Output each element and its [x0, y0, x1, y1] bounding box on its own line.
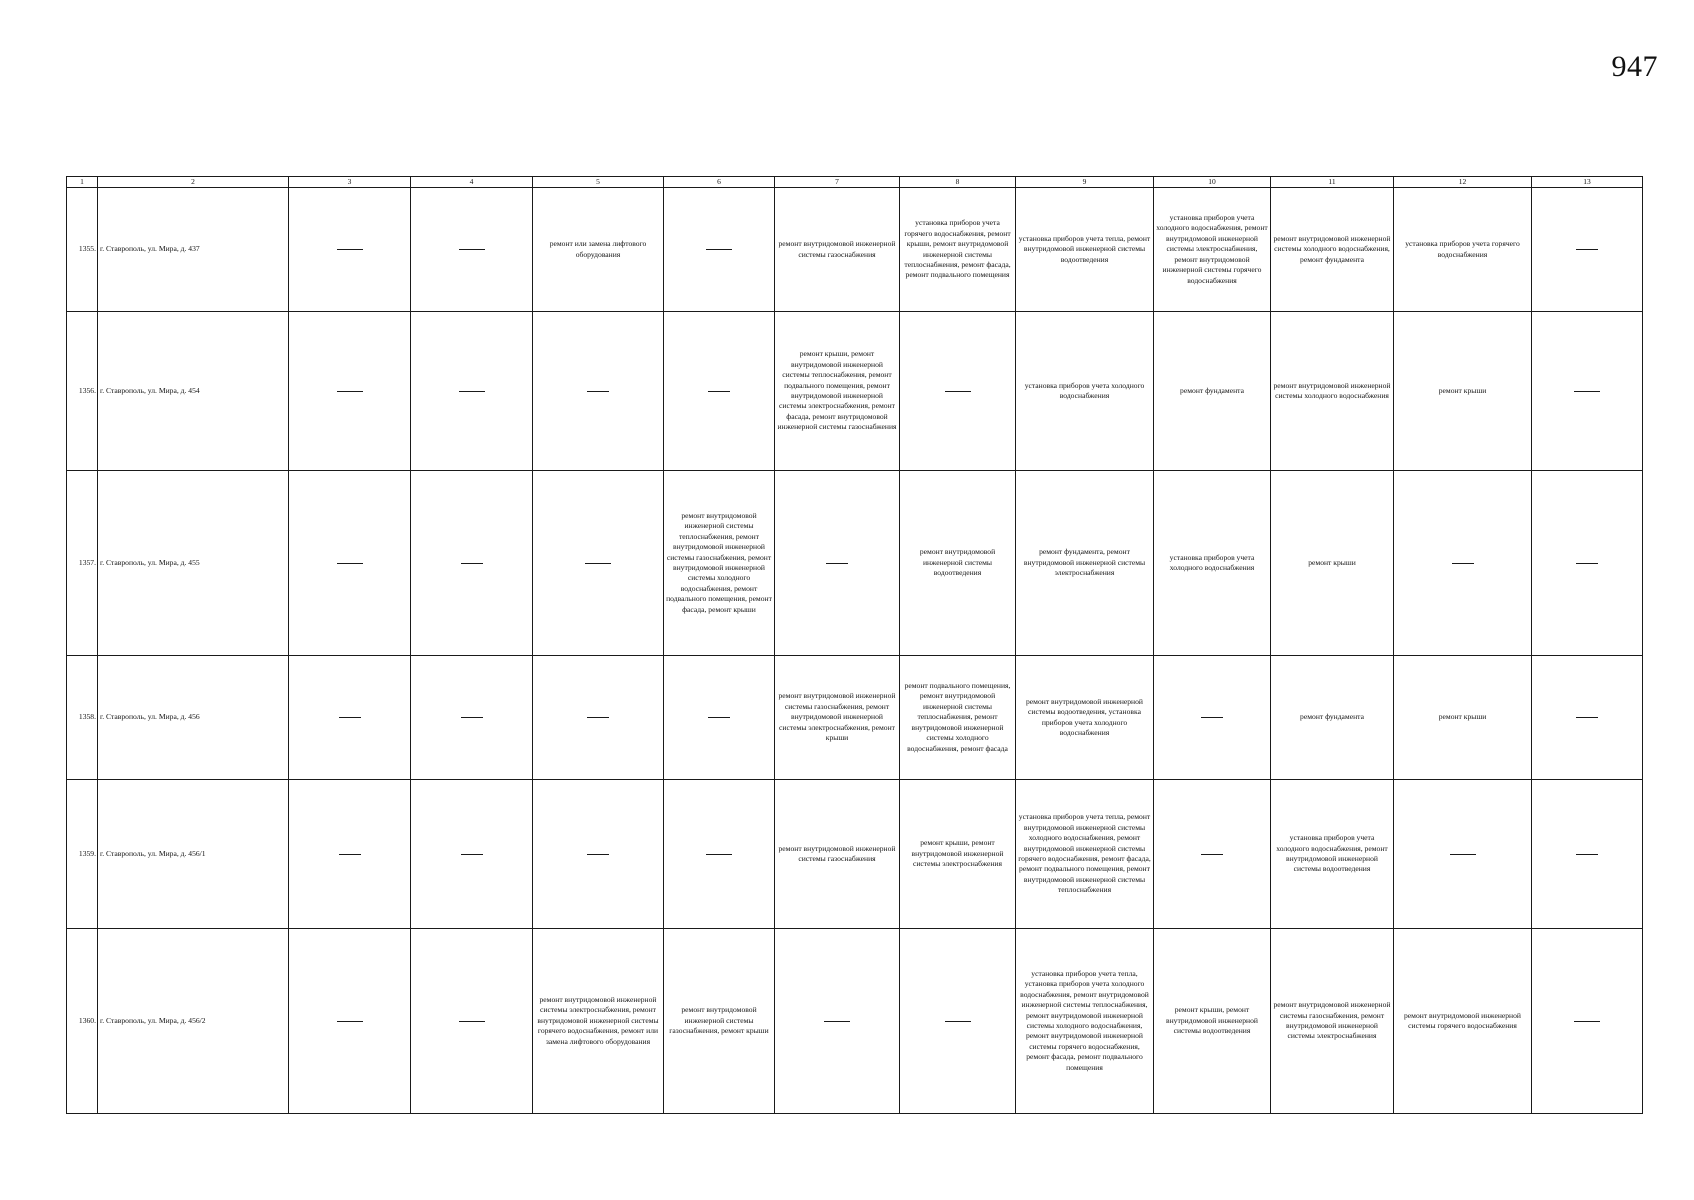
address-cell: г. Ставрополь, ул. Мира, д. 456/1	[98, 780, 289, 929]
work-cell-7	[775, 471, 900, 656]
dash-mark	[337, 1021, 363, 1022]
header-row	[67, 177, 1643, 188]
work-cell-8: ремонт подвального помещения, ремонт внутридомовой инженерной системы теплоснабжения, ремонт внутридомовой инженерной системы холодного водоснабжения, ремонт фасада	[900, 656, 1016, 780]
work-cell-4	[411, 929, 533, 1114]
work-cell-3	[289, 188, 411, 312]
work-cell-6	[664, 780, 775, 929]
row-number-cell: 1359.	[67, 780, 98, 929]
dash-mark	[1576, 249, 1598, 250]
work-cell-10	[1154, 656, 1271, 780]
dash-mark	[824, 1021, 850, 1022]
dash-mark	[945, 1021, 971, 1022]
work-cell-5	[533, 312, 664, 471]
dash-mark	[826, 563, 848, 564]
dash-mark	[461, 563, 483, 564]
address-cell: г. Ставрополь, ул. Мира, д. 456/2	[98, 929, 289, 1114]
header-cell: 5	[533, 177, 664, 188]
table-row	[67, 312, 1643, 471]
work-cell-3	[289, 780, 411, 929]
dash-mark	[587, 717, 609, 718]
work-cell-10	[1154, 780, 1271, 929]
work-cell-7: ремонт внутридомовой инженерной системы газоснабжения	[775, 188, 900, 312]
work-cell-9: ремонт внутридомовой инженерной системы водоотведения, установка приборов учета холодного водоснабжения	[1016, 656, 1154, 780]
header-cell: 2	[98, 177, 289, 188]
work-cell-10: ремонт крыши, ремонт внутридомовой инженерной системы водоотведения	[1154, 929, 1271, 1114]
work-cell-9: установка приборов учета тепла, ремонт внутридомовой инженерной системы водоотведения	[1016, 188, 1154, 312]
address-cell: г. Ставрополь, ул. Мира, д. 456	[98, 656, 289, 780]
table-row	[67, 471, 1643, 656]
dash-mark	[1576, 717, 1598, 718]
dash-mark	[1574, 391, 1600, 392]
work-cell-4	[411, 188, 533, 312]
row-number-cell: 1355.	[67, 188, 98, 312]
work-cell-13	[1532, 929, 1643, 1114]
work-cell-10: установка приборов учета холодного водоснабжения	[1154, 471, 1271, 656]
work-cell-5	[533, 780, 664, 929]
work-cell-11: установка приборов учета холодного водоснабжения, ремонт внутридомовой инженерной системы водоотведения	[1271, 780, 1394, 929]
work-cell-8	[900, 929, 1016, 1114]
dash-mark	[461, 717, 483, 718]
dash-mark	[1201, 854, 1223, 855]
work-cell-13	[1532, 780, 1643, 929]
address-cell: г. Ставрополь, ул. Мира, д. 437	[98, 188, 289, 312]
dash-mark	[339, 717, 361, 718]
work-cell-9: установка приборов учета холодного водоснабжения	[1016, 312, 1154, 471]
row-number-cell: 1356.	[67, 312, 98, 471]
work-cell-6: ремонт внутридомовой инженерной системы теплоснабжения, ремонт внутридомовой инженерной системы газоснабжения, ремонт внутридомовой инженерной системы холодного водоснабжения, ремонт подвального помещения, ремонт фасада, ремонт крыши	[664, 471, 775, 656]
work-cell-9: установка приборов учета тепла, установка приборов учета холодного водоснабжения, ремонт внутридомовой инженерной системы теплоснабжения, ремонт внутридомовой инженерной системы холодного водоснабжения, ремонт внутридомовой инженерной системы горячего водоснабжения, ремонт фасада, ремонт подвального помещения	[1016, 929, 1154, 1114]
work-cell-4	[411, 656, 533, 780]
work-cell-7	[775, 929, 900, 1114]
work-cell-5: ремонт внутридомовой инженерной системы электроснабжения, ремонт внутридомовой инженерной системы горячего водоснабжения, ремонт или замена лифтового оборудования	[533, 929, 664, 1114]
work-cell-8: ремонт внутридомовой инженерной системы водоотведения	[900, 471, 1016, 656]
header-cell: 13	[1532, 177, 1643, 188]
row-number-cell: 1357.	[67, 471, 98, 656]
dash-mark	[585, 563, 611, 564]
header-cell: 12	[1394, 177, 1532, 188]
header-cell: 7	[775, 177, 900, 188]
work-cell-4	[411, 312, 533, 471]
work-cell-11: ремонт внутридомовой инженерной системы холодного водоснабжения, ремонт фундамента	[1271, 188, 1394, 312]
dash-mark	[461, 854, 483, 855]
work-cell-12	[1394, 780, 1532, 929]
work-cell-3	[289, 312, 411, 471]
dash-mark	[1576, 854, 1598, 855]
dash-mark	[337, 391, 363, 392]
header-cell: 6	[664, 177, 775, 188]
work-cell-8	[900, 312, 1016, 471]
work-cell-10: ремонт фундамента	[1154, 312, 1271, 471]
work-cell-11: ремонт внутридомовой инженерной системы холодного водоснабжения	[1271, 312, 1394, 471]
work-cell-4	[411, 471, 533, 656]
header-cell: 10	[1154, 177, 1271, 188]
table-row	[67, 780, 1643, 929]
work-cell-10: установка приборов учета холодного водоснабжения, ремонт внутридомовой инженерной системы электроснабжения, ремонт внутридомовой инженерной системы горячего водоснабжения	[1154, 188, 1271, 312]
dash-mark	[706, 854, 732, 855]
work-cell-13	[1532, 188, 1643, 312]
dash-mark	[708, 391, 730, 392]
work-cell-4	[411, 780, 533, 929]
dash-mark	[587, 391, 609, 392]
work-cell-3	[289, 471, 411, 656]
work-cell-3	[289, 656, 411, 780]
work-cell-11: ремонт фундамента	[1271, 656, 1394, 780]
work-cell-7: ремонт внутридомовой инженерной системы газоснабжения, ремонт внутридомовой инженерной системы электроснабжения, ремонт крыши	[775, 656, 900, 780]
work-cell-8: ремонт крыши, ремонт внутридомовой инженерной системы электроснабжения	[900, 780, 1016, 929]
dash-mark	[1574, 1021, 1600, 1022]
work-cell-7: ремонт внутридомовой инженерной системы газоснабжения	[775, 780, 900, 929]
work-cell-13	[1532, 471, 1643, 656]
work-cell-3	[289, 929, 411, 1114]
header-cell: 9	[1016, 177, 1154, 188]
work-cell-6	[664, 312, 775, 471]
dash-mark	[708, 717, 730, 718]
work-cell-6	[664, 656, 775, 780]
dash-mark	[706, 249, 732, 250]
work-cell-9: ремонт фундамента, ремонт внутридомовой инженерной системы электроснабжения	[1016, 471, 1154, 656]
work-cell-12: ремонт крыши	[1394, 656, 1532, 780]
page-number: 947	[1611, 50, 1658, 83]
header-cell: 3	[289, 177, 411, 188]
repair-schedule-table	[66, 176, 1643, 1114]
dash-mark	[459, 1021, 485, 1022]
dash-mark	[459, 249, 485, 250]
work-cell-8: установка приборов учета горячего водоснабжения, ремонт крыши, ремонт внутридомовой инженерной системы теплоснабжения, ремонт фасада, ремонт подвального помещения	[900, 188, 1016, 312]
work-cell-11: ремонт внутридомовой инженерной системы газоснабжения, ремонт внутридомовой инженерной системы электроснабжения	[1271, 929, 1394, 1114]
work-cell-12	[1394, 471, 1532, 656]
work-cell-13	[1532, 312, 1643, 471]
dash-mark	[337, 249, 363, 250]
dash-mark	[1450, 854, 1476, 855]
work-cell-13	[1532, 656, 1643, 780]
address-cell: г. Ставрополь, ул. Мира, д. 455	[98, 471, 289, 656]
work-cell-5	[533, 656, 664, 780]
work-cell-12: ремонт внутридомовой инженерной системы горячего водоснабжения	[1394, 929, 1532, 1114]
row-number-cell: 1360.	[67, 929, 98, 1114]
dash-mark	[1576, 563, 1598, 564]
header-cell: 11	[1271, 177, 1394, 188]
row-number-cell: 1358.	[67, 656, 98, 780]
dash-mark	[339, 854, 361, 855]
header-cell: 1	[67, 177, 98, 188]
dash-mark	[1452, 563, 1474, 564]
work-cell-11: ремонт крыши	[1271, 471, 1394, 656]
dash-mark	[459, 391, 485, 392]
dash-mark	[337, 563, 363, 564]
dash-mark	[587, 854, 609, 855]
table-row	[67, 929, 1643, 1114]
table-row	[67, 188, 1643, 312]
work-cell-9: установка приборов учета тепла, ремонт внутридомовой инженерной системы холодного водоснабжения, ремонт внутридомовой инженерной системы горячего водоснабжения, ремонт фасада, ремонт подвального помещения, ремонт внутридомовой инженерной системы теплоснабжения	[1016, 780, 1154, 929]
dash-mark	[945, 391, 971, 392]
work-cell-5: ремонт или замена лифтового оборудования	[533, 188, 664, 312]
work-cell-12: установка приборов учета горячего водоснабжения	[1394, 188, 1532, 312]
address-cell: г. Ставрополь, ул. Мира, д. 454	[98, 312, 289, 471]
work-cell-5	[533, 471, 664, 656]
work-cell-7: ремонт крыши, ремонт внутридомовой инженерной системы теплоснабжения, ремонт подвального помещения, ремонт внутридомовой инженерной системы электроснабжения, ремонт фасада, ремонт внутридомовой инженерной системы газоснабжения	[775, 312, 900, 471]
header-cell: 4	[411, 177, 533, 188]
dash-mark	[1201, 717, 1223, 718]
work-cell-12: ремонт крыши	[1394, 312, 1532, 471]
header-cell: 8	[900, 177, 1016, 188]
table-row	[67, 656, 1643, 780]
work-cell-6: ремонт внутридомовой инженерной системы газоснабжения, ремонт крыши	[664, 929, 775, 1114]
work-cell-6	[664, 188, 775, 312]
